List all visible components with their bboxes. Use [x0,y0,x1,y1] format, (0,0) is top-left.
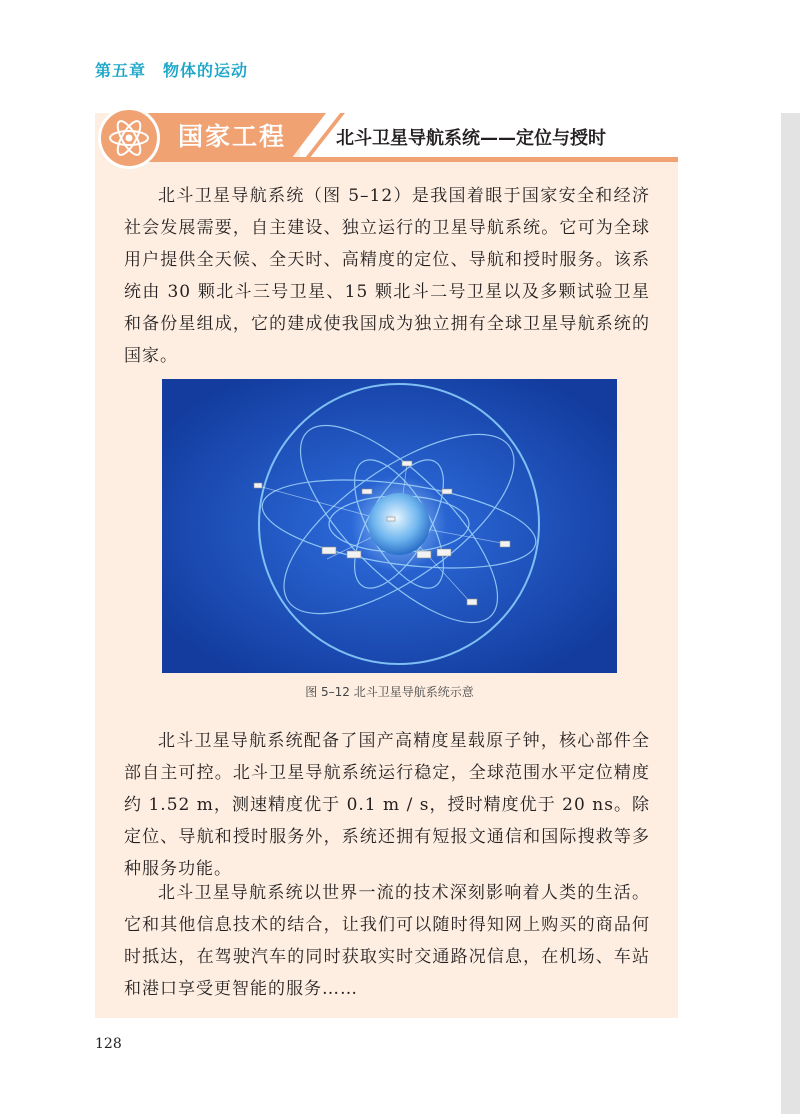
paragraph-precision: 北斗卫星导航系统配备了国产高精度星载原子钟，核心部件全部自主可控。北斗卫星导航系统运行稳定，全球范围水平定位精度约 1.52 m，测速精度优于 0.1 m / s，授时精度优于 20 ns。除定位、导航和授时服务外，系统还拥有短报文通信和国际搜救等多种服务功能。 [124,731,650,879]
banner-underline [140,157,678,162]
satellite-constellation-figure [162,379,617,673]
paragraph-intro: 北斗卫星导航系统（图 5–12）是我国着眼于国家安全和经济社会发展需要，自主建设、独立运行的卫星导航系统。它可为全球用户提供全天候、全天时、高精度的定位、导航和授时服务。该系统由 30 颗北斗三号卫星、15 颗北斗二号卫星以及多颗试验卫星和备份星组成，它的建成使我国成为独立拥有全球卫星导航系统的国家。 [124,186,650,366]
page-edge-strip [781,113,800,1114]
page-number: 128 [95,1036,122,1052]
paragraph-impact: 北斗卫星导航系统以世界一流的技术深刻影响着人类的生活。它和其他信息技术的结合，让我们可以随时得知网上购买的商品何时抵达，在驾驶汽车的同时获取实时交通路况信息，在机场、车站和港口享受更智能的服务…… [124,883,650,999]
box-title: 北斗卫星导航系统——定位与授时 [336,128,606,149]
chapter-header: 第五章 物体的运动 [95,61,249,80]
atom-icon [98,107,160,169]
box-label: 国家工程 [178,122,287,151]
figure-caption: 图 5–12 北斗卫星导航系统示意 [305,685,474,699]
